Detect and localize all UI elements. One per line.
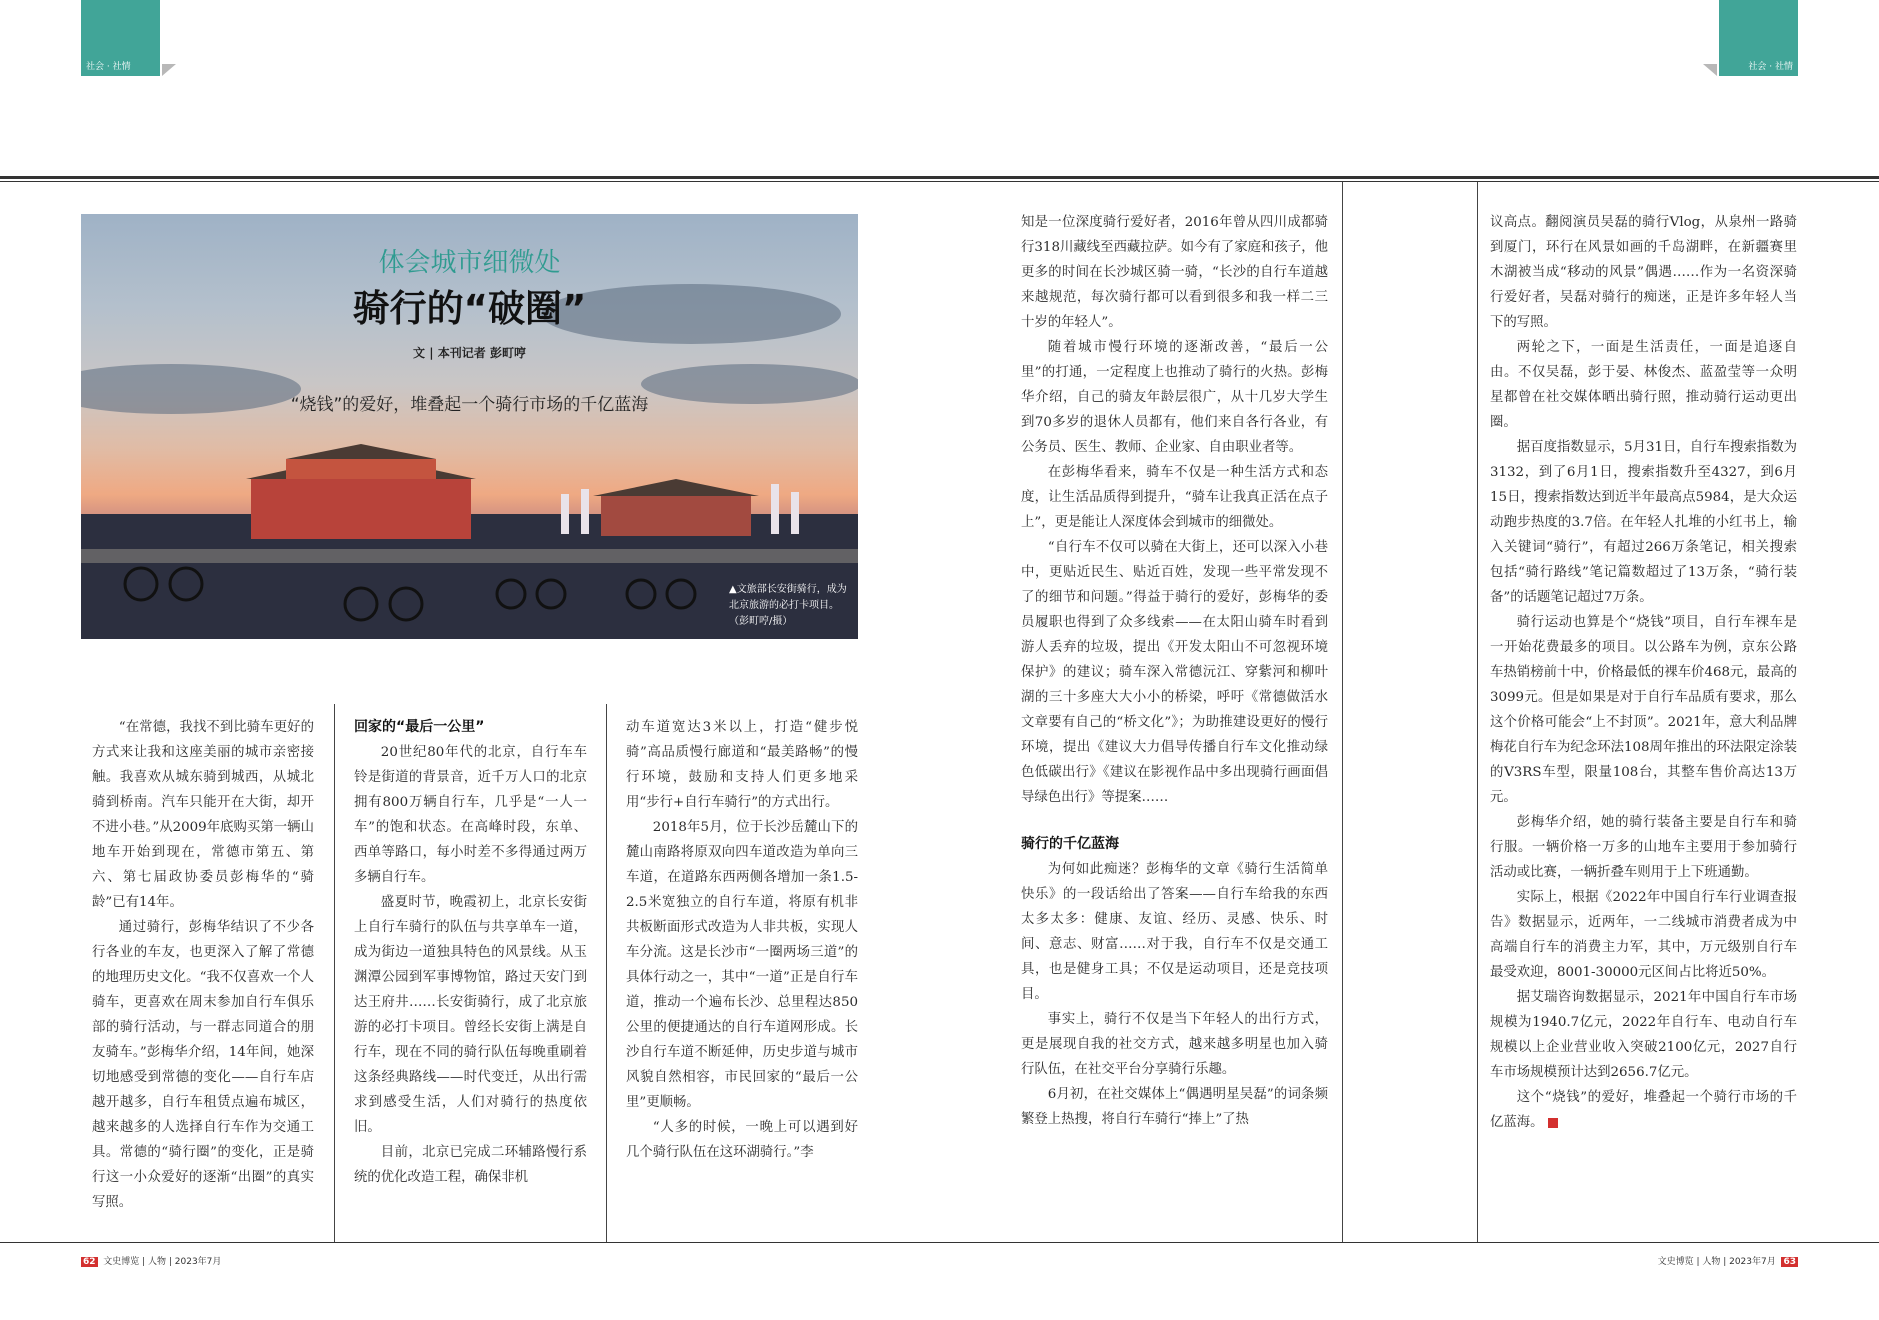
folio-right (1658, 1254, 1798, 1267)
paragraph: 彭梅华介绍，她的骑行装备主要是自行车和骑行服。一辆价格一万多的山地车主要用于参加骑行活动或比赛，一辆折叠车则用于上下班通勤。 (1490, 815, 1797, 880)
column-divider (1477, 182, 1478, 1242)
paragraph: 实际上，根据《2022年中国自行车行业调查报告》数据显示，近两年，一二线城市消费者成为中高端自行车的消费主力军，其中，万元级别自行车最受欢迎，8001-30000元区间占比将近50%。 (1490, 890, 1797, 980)
closing-paragraph (1490, 1085, 1797, 1135)
top-rule-thick (0, 176, 1879, 179)
tab-corner-left (162, 64, 176, 76)
paragraph: 动车道宽达3米以上，打造“健步悦骑”高品质慢行廊道和“最美路畅”的慢行环境，鼓励和支持人们更多地采用“步行+自行车骑行”的方式出行。 (626, 720, 858, 810)
section-heading: 骑行的千亿蓝海 (1021, 836, 1119, 852)
section-tab-right (1719, 0, 1798, 76)
photo-caption: ▲文旅部长安街骑行，成为北京旅游的必打卡项目。（彭町哼/摄） (729, 584, 847, 627)
paragraph: 骑行运动也算是个“烧钱”项目，自行车裸车是一开始花费最多的项目。以公路车为例，京东公路车热销榜前十中，价格最低的裸车价468元，最高的3099元。但是如果是对于自行车品质有要求，那么这个价格可能会“上不封顶”。2021年，意大利品牌梅花自行车为纪念环法108周年推出的环法限定涂装的V3RS车型，限量108台，其整车售价高达13万元。 (1490, 615, 1797, 805)
paragraph: 两轮之下，一面是生活责任，一面是追逐自由。不仅吴磊，彭于晏、林俊杰、蓝盈莹等一众明星都曾在社交媒体晒出骑行照，推动骑行运动更出圈。 (1490, 340, 1797, 430)
paragraph: 在彭梅华看来，骑车不仅是一种生活方式和态度，让生活品质得到提升，“骑车让我真正活在点子上”，更是能让人深度体会到城市的细微处。 (1021, 465, 1328, 530)
paragraph: 2018年5月，位于长沙岳麓山下的麓山南路将原双向四车道改造为单向三车道，在道路东西两侧各增加一条1.5-2.5米宽独立的自行车道，将原有机非共板断面形式改造为人非共板，实现人车分流。这是长沙市“一圈两场三道”的具体行动之一，其中“一道”正是自行车道，推动一个遍布长沙、总里程达850公里的便捷通达的自行车道网形成。长沙自行车道不断延伸，历史步道与城市风貌自然相容，市民回家的“最后一公里”更顺畅。 (626, 820, 858, 1110)
paragraph: 事实上，骑行不仅是当下年轻人的出行方式，更是展现自我的社交方式，越来越多明星也加入骑行队伍，在社交平台分享骑行乐趣。 (1021, 1012, 1328, 1077)
column-divider (1342, 182, 1343, 1242)
paragraph: 议高点。翻阅演员吴磊的骑行Vlog，从泉州一路骑到厦门，环行在风景如画的千岛湖畔，在新疆赛里木湖被当成“移动的风景”偶遇……作为一名资深骑行爱好者，吴磊对骑行的痴迷，正是许多年轻人当下的写照。 (1490, 215, 1797, 330)
byline: 文 | 本刊记者 彭町哼 (413, 346, 526, 360)
section-label-left: 社会 · 社情 (86, 62, 131, 72)
paragraph-text: 这个“烧钱”的爱好，堆叠起一个骑行市场的千亿蓝海。 (1490, 1090, 1797, 1130)
paragraph: 6月初，在社交媒体上“偶遇明星吴磊”的词条频繁登上热搜，将自行车骑行“捧上”了热 (1021, 1087, 1328, 1127)
section-label-right: 社会 · 社情 (1748, 62, 1793, 72)
column-divider (334, 704, 335, 1242)
top-rule-thin (0, 181, 1879, 182)
paragraph: 据百度指数显示，5月31日，自行车搜索指数为3132，到了6月1日，搜索指数升至4327，到6月15日，搜索指数达到近半年最高点5984，是大众运动跑步热度的3.7倍。在年轻人扎堆的小红书上，输入关键词“骑行”，有超过266万条笔记，相关搜索包括“骑行路线”笔记篇数超过了13万条，“骑行装备”的话题笔记超过7万条。 (1490, 440, 1797, 605)
end-mark-icon (1548, 1118, 1558, 1128)
folio-text-right: 文史博览 | 人物 | 2023年7月 (1657, 1257, 1776, 1267)
paragraph: 知是一位深度骑行爱好者，2016年曾从四川成都骑行318川藏线至西藏拉萨。如今有了家庭和孩子，他更多的时间在长沙城区骑一骑，“长沙的自行车道越来越规范，每次骑行都可以看到很多和我一样二三十岁的年轻人”。 (1021, 215, 1328, 330)
article-column-4 (1021, 210, 1328, 1132)
article-column-2 (354, 715, 587, 1190)
paragraph: “在常德，我找不到比骑车更好的方式来让我和这座美丽的城市亲密接触。我喜欢从城东骑到城西，从城北骑到桥南。汽车只能开在大街，却开不进小巷。”从2009年底购买第一辆山地车开始到现在，常德市第五、第六、第七届政协委员彭梅华的“骑龄”已有14年。 (92, 720, 314, 910)
paragraph: 随着城市慢行环境的逐渐改善，“最后一公里”的打通，一定程度上也推动了骑行的火热。彭梅华介绍，自己的骑友年龄层很广，从十几岁大学生到70多岁的退休人员都有，他们来自各行各业，有公务员、医生、教师、企业家、自由职业者等。 (1021, 340, 1328, 455)
paragraph: 目前，北京已完成二环辅路慢行系统的优化改造工程，确保非机 (354, 1145, 587, 1185)
hero-photo (81, 214, 858, 639)
section-heading: 回家的“最后一公里” (354, 719, 485, 735)
paragraph: 盛夏时节，晚霞初上，北京长安街上自行车骑行的队伍与共享单车一道，成为街边一道独具特色的风景线。从玉渊潭公园到军事博物馆，路过天安门到达王府井……长安街骑行，成了北京旅游的必打卡项目。曾经长安街上满是自行车，现在不同的骑行队伍每晚重刷着这条经典路线——时代变迁，从出行需求到感受生活，人们对骑行的热度依旧。 (354, 895, 587, 1135)
bottom-rule (0, 1242, 1879, 1243)
paragraph: 为何如此痴迷？彭梅华的文章《骑行生活简单快乐》的一段话给出了答案——自行车给我的东西太多太多：健康、友谊、经历、灵感、快乐、时间、意志、财富……对于我，自行车不仅是交通工具，也是健身工具；不仅是运动项目，还是竞技项目。 (1021, 862, 1328, 1002)
article-column-3 (626, 715, 858, 1165)
article-column-1 (92, 715, 314, 1215)
paragraph: 据艾瑞咨询数据显示，2021年中国自行车市场规模为1940.7亿元，2022年自行车、电动自行车规模以上企业营业收入突破2100亿元，2027自行车市场规模预计达到2656.7亿元。 (1490, 990, 1797, 1080)
paragraph: 通过骑行，彭梅华结识了不少各行各业的车友，也更深入了解了常德的地理历史文化。“我不仅喜欢一个人骑车，更喜欢在周末参加自行车俱乐部的骑行活动，与一群志同道合的朋友骑车。”彭梅华介绍，14年间，她深切地感受到常德的变化——自行车店越开越多，自行车租赁点遍布城区，越来越多的人选择自行车作为交通工具。常德的“骑行圈”的变化，正是骑行这一小众爱好的逐渐“出圈”的真实写照。 (92, 920, 314, 1210)
article-title: 骑行的“破圈” (352, 287, 587, 330)
article-subtitle: 体会城市细微处 (378, 248, 561, 278)
article-deck: “烧钱”的爱好，堆叠起一个骑行市场的千亿蓝海 (290, 395, 649, 415)
article-column-5 (1490, 210, 1797, 1135)
paragraph: “自行车不仅可以骑在大街上，还可以深入小巷中，更贴近民生、贴近百姓，发现一些平常发现不了的细节和问题。”得益于骑行的爱好，彭梅华的委员履职也得到了众多线索——在太阳山骑车时看到游人丢弃的垃圾，提出《开发太阳山不可忽视环境保护》的建议；骑车深入常德沅江、穿紫河和柳叶湖的三十多座大大小小的桥梁，呼吁《常德做活水文章要有自己的“桥文化”》；为助推建设更好的慢行环境，提出《建议大力倡导传播自行车文化推动绿色低碳出行》《建议在影视作品中多出现骑行画面倡导绿色出行》等提案…… (1021, 540, 1328, 805)
page-number-left: 62 (83, 1257, 96, 1267)
tab-corner-right (1703, 64, 1717, 76)
paragraph: 20世纪80年代的北京，自行车车铃是街道的背景音，近千万人口的北京拥有800万辆自行车，几乎是“一人一车”的饱和状态。在高峰时段，东单、西单等路口，每小时差不多得通过两万多辆自行车。 (354, 745, 587, 885)
section-tab-left (81, 0, 160, 76)
folio-left (81, 1254, 221, 1267)
column-divider (606, 704, 607, 1242)
paragraph: “人多的时候，一晚上可以遇到好几个骑行队伍在这环湖骑行。”李 (626, 1120, 858, 1160)
page-number-right: 63 (1783, 1257, 1796, 1267)
folio-text-left: 文史博览 | 人物 | 2023年7月 (103, 1257, 222, 1267)
